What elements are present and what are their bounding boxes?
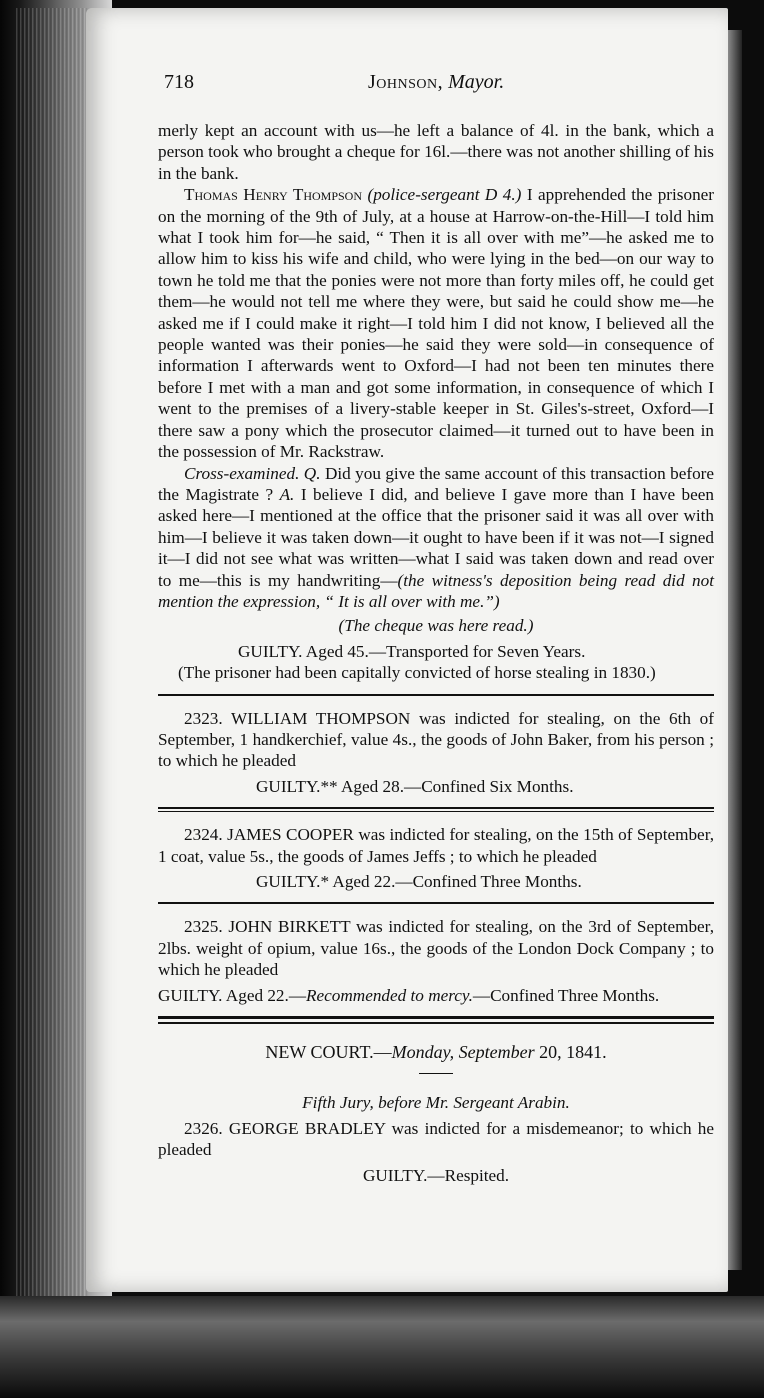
case-2323 [158, 708, 714, 772]
court-date: Monday, September [391, 1042, 535, 1063]
page-right-edge [728, 30, 742, 1270]
page-header [158, 72, 714, 102]
case-2325 [158, 916, 714, 980]
running-head-name: Johnson, [368, 71, 444, 93]
verdict-main: GUILTY. Aged 45.—Transported for Seven Years. [238, 641, 586, 661]
witness-name: Thomas Henry Thompson [184, 185, 363, 205]
question-text: Did you give the same account of this transaction before the Magistrate ? [158, 463, 715, 504]
cross-examination [158, 463, 714, 613]
running-head-title: Mayor. [448, 71, 505, 93]
verdict-recommendation: Recommended to mercy. [306, 985, 473, 1005]
case-2324 [158, 824, 714, 867]
verdict-2325 [158, 985, 714, 1006]
case-text: was indicted for stealing, on the 6th of September, 1 handkerchief, value 4s., the goods of John Baker, from his person ; to which he pleaded [158, 708, 714, 771]
new-court-heading [158, 1042, 714, 1063]
section-divider [158, 694, 714, 696]
jury-line: Fifth Jury, before Mr. Sergeant Arabin. [302, 1093, 570, 1113]
case-number: 2326. [184, 1118, 223, 1138]
court-date-tail: 20, 1841. [539, 1042, 607, 1063]
testimony-text: I apprehended the prisoner on the morning of the 9th of July, at a house at Harrow-on-the-Hill—I told him what I took him for—he said, “ Then it is all over with me”—he asked me to allow him to kiss his wife and child, who were lying in the bed—on our way to town he told me that the ponies were not more than forty miles off, he could get them—he would not tell me where they were, but said he could show me—he asked me if I could make it right—I told him I did not know, I believed all the people wanted was their ponies—he said they were sold—in consequence of information I afterwards went to Oxford—I had not been ten minutes there before I met with a man and got some information, in consequence of which I went to the premises of a livery-stable keeper in St. Giles's-street, Oxford—I there saw a pony which the prosecutor claimed—it turned out to have been in the possession of Mr. Rackstraw. [158, 185, 715, 462]
section-divider [158, 807, 714, 812]
case-number: 2325. [184, 917, 223, 937]
section-divider [158, 902, 714, 904]
verdict-2323: GUILTY.** Aged 28.—Confined Six Months. [256, 776, 574, 796]
verdict-prefix: GUILTY. Aged 22.— [158, 985, 307, 1005]
cheque-note [158, 615, 714, 636]
case-text: was indicted for stealing, on the 15th of September, 1 coat, value 5s., the goods of James Jeffs ; to which he pleaded [158, 825, 715, 866]
defendant-name: JAMES COOPER [227, 825, 354, 845]
defendant-name: WILLIAM THOMPSON [231, 708, 411, 728]
book-bottom-edge [0, 1296, 764, 1398]
page-edges [16, 8, 88, 1298]
case-2326 [158, 1118, 714, 1161]
answer-text: I believe I did, and believe I gave more than I have been asked here—I mentioned at the office that the prisoner said it was all over with him—I believe it was taken down—it ought to have been if it was not—I signed it—I did not see what was written—what I said was taken down and read over to me—this is my handwriting— [158, 484, 714, 590]
case-text: was indicted for a misdemeanor; to which he pleaded [158, 1118, 715, 1160]
verdict-sentence: —Confined Three Months. [472, 985, 660, 1005]
continuation-paragraph: merly kept an account with us—he left a balance of 4l. in the bank, which a person took who brought a cheque for 16l.—there was not another shilling of his in the bank. [158, 121, 714, 183]
prior-conviction-note: (The prisoner had been capitally convicted of horse stealing in 1830.) [178, 663, 656, 683]
thompson-testimony [158, 184, 714, 462]
witness-role: (police-sergeant D 4.) [367, 185, 522, 205]
case-number: 2323. [184, 708, 223, 728]
case-number: 2324. [184, 825, 223, 845]
page-number: 718 [164, 71, 194, 93]
cheque-note-text: (The cheque was here read.) [338, 616, 534, 636]
court-divider [158, 1016, 714, 1024]
defendant-name: JOHN BIRKETT [228, 917, 351, 937]
running-head [368, 72, 504, 93]
question-label: Q. [303, 463, 321, 483]
verdict-2324: GUILTY.* Aged 22.—Confined Three Months. [256, 872, 582, 891]
short-divider [419, 1073, 453, 1074]
deposition-note: (the witness's deposition being read did not mention the expression, “ It is all over with me.”) [158, 570, 715, 611]
answer-label: A. [279, 484, 295, 504]
case-text: was indicted for stealing, on the 3rd of September, 2lbs. weight of opium, value 16s., the goods of the London Dock Company ; to which he pleaded [158, 917, 714, 980]
cross-label: Cross-examined. [184, 463, 300, 483]
page-content [158, 72, 714, 1186]
court-name: NEW COURT.— [265, 1042, 392, 1063]
defendant-name: GEORGE BRADLEY [228, 1118, 386, 1138]
verdict-2326: GUILTY.—Respited. [362, 1165, 510, 1185]
